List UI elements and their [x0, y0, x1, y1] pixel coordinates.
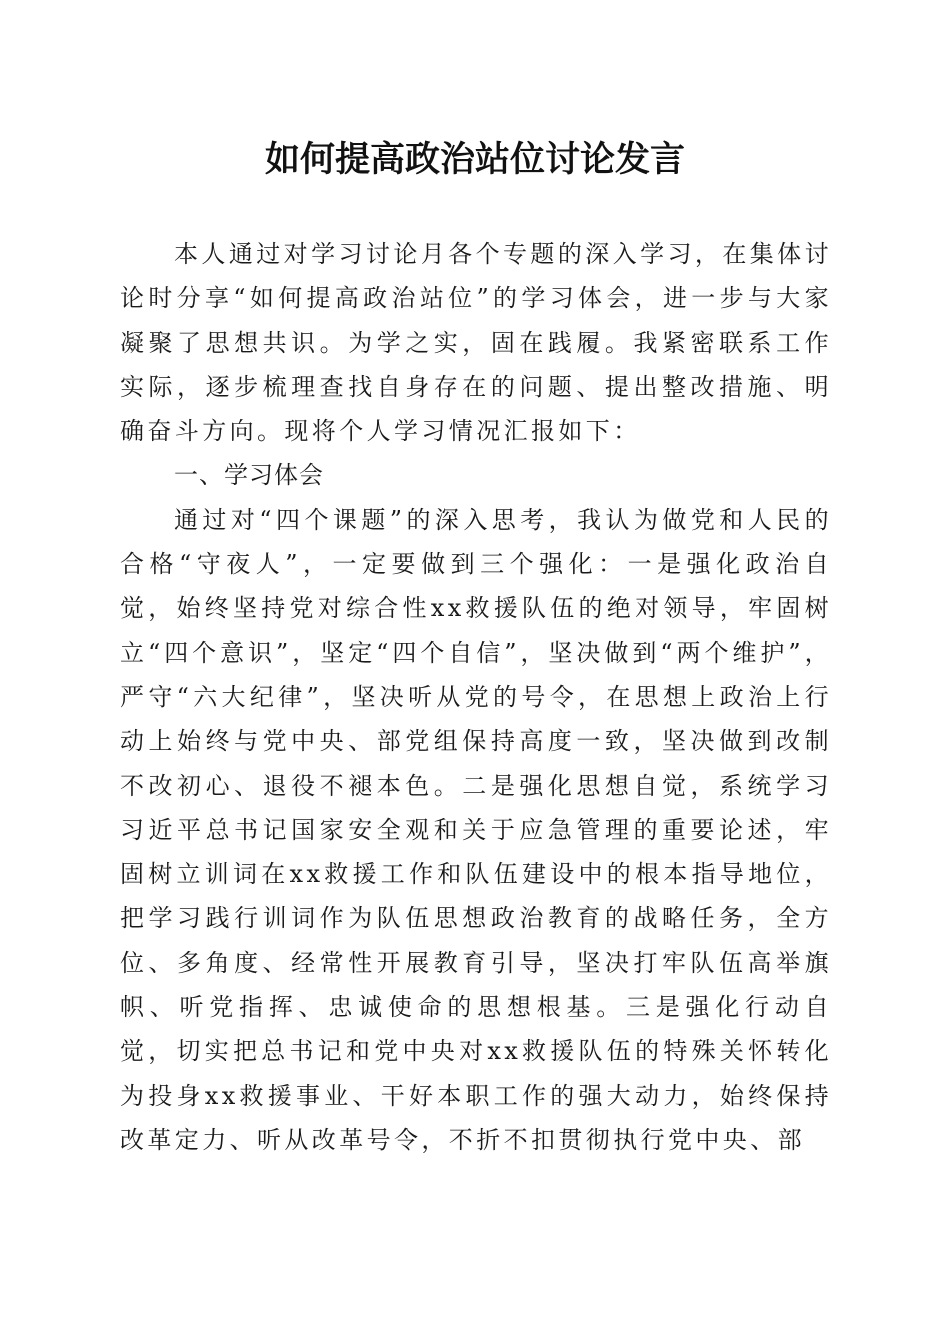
document-body [120, 232, 832, 1162]
document-title: 如何提高政治站位讨论发言 [264, 139, 685, 180]
section-heading-study-experience: 一、学习体会 [174, 461, 324, 490]
section-paragraph: 通过对“四个课题”的深入思考，我认为做党和人民的合格“守夜人”，一定要做到三个强化：一是强化政治自觉，始终坚持党对综合性xx救援队伍的绝对领导，牢固树立“四个意识”，坚定“四个自信”，坚决做到“两个维护”，严守“六大纪律”，坚决听从党的号令，在思想上政治上行动上始终与党中央、部党组保持高度一致，坚决做到改制不改初心、退役不褪本色。二是强化思想自觉，系统学习习近平总书记国家安全观和关于应急管理的重要论述，牢固树立训词在xx救援工作和队伍建设中的根本指导地位，把学习践行训词作为队伍思想政治教育的战略任务，全方位、多角度、经常性开展教育引导，坚决打牢队伍高举旗帜、听党指挥、忠诚使命的思想根基。三是强化行动自觉，切实把总书记和党中央对xx救援队伍的特殊关怀转化为投身xx救援事业、干好本职工作的强大动力，始终保持改革定力、听从改革号令，不折不扣贯彻执行党中央、部 [120, 505, 832, 1154]
intro-paragraph: 本人通过对学习讨论月各个专题的深入学习，在集体讨论时分享“如何提高政治站位”的学习体会，进一步与大家凝聚了思想共识。为学之实，固在践履。我紧密联系工作实际，逐步梳理查找自身存在的问题、提出整改措施、明确奋斗方向。现将个人学习情况汇报如下： [120, 240, 832, 446]
